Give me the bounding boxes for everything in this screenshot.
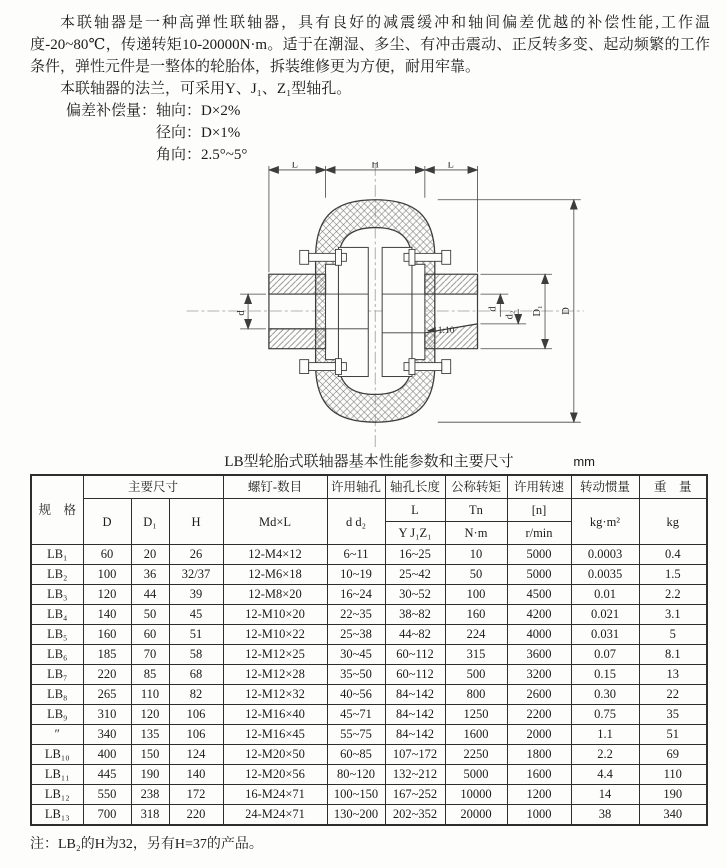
table-cell: 1800 xyxy=(507,745,571,765)
header-screw: 螺钉-数目 xyxy=(223,475,327,499)
dim-label-L-left: L xyxy=(291,162,298,171)
table-cell: 84~142 xyxy=(385,705,445,725)
table-row xyxy=(31,645,707,665)
table-cell: 60 xyxy=(131,625,169,645)
table-cell: 1250 xyxy=(445,705,507,725)
table-cell: 1.1 xyxy=(571,725,639,745)
table-cell: 100~150 xyxy=(327,785,385,805)
radial-value: D×1% xyxy=(201,125,241,141)
table-cell: 40~56 xyxy=(327,685,385,705)
table-cell: 5 xyxy=(639,625,707,645)
table-row xyxy=(31,545,707,565)
header-D1: D₁ xyxy=(131,499,169,545)
table-cell: 38 xyxy=(571,805,639,826)
table-cell: 172 xyxy=(169,785,223,805)
table-cell: 220 xyxy=(169,805,223,826)
table-cell: 55~75 xyxy=(327,725,385,745)
table-row xyxy=(31,725,707,745)
dim-label-d-left: d xyxy=(236,310,248,316)
table-cell: 12-M4×12 xyxy=(223,545,327,565)
table-cell: 4.4 xyxy=(571,765,639,785)
header-speed-sym: [n] xyxy=(507,499,571,522)
intro-paragraph-1: 本联轴器是一种高弹性联轴器，具有良好的减震缓冲和轴间偏差优越的补偿性能,工作温度-20~80℃，传递转矩10-20000N·m。适于在潮湿、多尘、有冲击震动、正反转多变、起动频繁的工作条件，弹性元件是一整体的轮胎体，拆装维修更为方便，耐用牢靠。 xyxy=(30,15,710,75)
table-cell: 500 xyxy=(445,665,507,685)
table-cell: 2.2 xyxy=(639,585,707,605)
table-cell: 110 xyxy=(639,765,707,785)
table-cell: 120 xyxy=(131,705,169,725)
table-cell: 400 xyxy=(83,745,131,765)
table-cell: 224 xyxy=(445,625,507,645)
table-cell: LB₁ xyxy=(31,545,83,565)
table-cell: 550 xyxy=(83,785,131,805)
table-cell: LB₁₁ xyxy=(31,765,83,785)
table-cell: 44 xyxy=(131,585,169,605)
table-cell: 60~112 xyxy=(385,665,445,685)
table-cell: LB₁₀ xyxy=(31,745,83,765)
table-cell: 124 xyxy=(169,745,223,765)
table-cell: 5000 xyxy=(445,765,507,785)
header-speed: 许用转速 xyxy=(507,475,571,499)
header-torque-sym: Tn xyxy=(445,499,507,522)
table-cell: LB₂ xyxy=(31,565,83,585)
table-cell: 700 xyxy=(83,805,131,826)
table-cell: 100 xyxy=(445,585,507,605)
dim-label-d2: d₂ xyxy=(504,310,516,320)
table-cell: 0.4 xyxy=(639,545,707,565)
table-cell: 12-M16×45 xyxy=(223,725,327,745)
table-cell: 10~19 xyxy=(327,565,385,585)
header-torque: 公称转矩 xyxy=(445,475,507,499)
table-cell: 12-M20×50 xyxy=(223,745,327,765)
table-cell: 32/37 xyxy=(169,565,223,585)
table-cell: 30~45 xyxy=(327,645,385,665)
table-cell: LB₉ xyxy=(31,705,83,725)
table-cell: 45 xyxy=(169,605,223,625)
header-inertia: 转动惯量 xyxy=(571,475,639,499)
table-cell: LB₃ xyxy=(31,585,83,605)
table-cell: 35 xyxy=(639,705,707,725)
table-cell: 36 xyxy=(131,565,169,585)
table-cell: 2.2 xyxy=(571,745,639,765)
header-screw-sub: Md×L xyxy=(223,499,327,545)
table-cell: 25~38 xyxy=(327,625,385,645)
table-cell: 0.15 xyxy=(571,665,639,685)
dim-label-D: D xyxy=(560,307,572,315)
table-cell: 4000 xyxy=(507,625,571,645)
table-cell: 185 xyxy=(83,645,131,665)
table-cell: 12-M16×40 xyxy=(223,705,327,725)
table-cell: LB₁₃ xyxy=(31,805,83,826)
table-cell: 2000 xyxy=(507,725,571,745)
table-row xyxy=(31,705,707,725)
table-cell: 0.0035 xyxy=(571,565,639,585)
table-cell: 50 xyxy=(131,605,169,625)
table-cell: 14 xyxy=(571,785,639,805)
table-cell: 0.30 xyxy=(571,685,639,705)
table-cell: 35~50 xyxy=(327,665,385,685)
table-cell: 16~25 xyxy=(385,545,445,565)
header-weight: 重 量 xyxy=(639,475,707,499)
table-cell: 5000 xyxy=(507,565,571,585)
header-bore: 许用轴孔 xyxy=(327,475,385,499)
table-cell: 0.01 xyxy=(571,585,639,605)
header-bore-length: 轴孔长度 xyxy=(385,475,445,499)
table-cell: 22 xyxy=(639,685,707,705)
table-cell: 310 xyxy=(83,705,131,725)
table-cell: 30~52 xyxy=(385,585,445,605)
table-cell: 1600 xyxy=(445,725,507,745)
table-cell: 12-M12×28 xyxy=(223,665,327,685)
table-cell: 10 xyxy=(445,545,507,565)
dim-label-L-right: L xyxy=(447,162,454,171)
spec-table-body xyxy=(31,545,707,826)
table-cell: 84~142 xyxy=(385,685,445,705)
table-cell: 106 xyxy=(169,725,223,745)
table-title-row xyxy=(31,452,707,472)
table-row xyxy=(31,665,707,685)
table-cell: 3.1 xyxy=(639,605,707,625)
table-row xyxy=(31,565,707,585)
header-bore-sub: d d₂ xyxy=(327,499,385,545)
table-cell: 265 xyxy=(83,685,131,705)
table-cell: 12-M6×18 xyxy=(223,565,327,585)
table-cell: 13 xyxy=(639,665,707,685)
table-cell: 20 xyxy=(131,545,169,565)
table-cell: 190 xyxy=(639,785,707,805)
table-row xyxy=(31,585,707,605)
table-cell: ″ xyxy=(31,725,83,745)
table-row xyxy=(31,805,707,826)
table-cell: 318 xyxy=(131,805,169,826)
table-cell: LB₁₂ xyxy=(31,785,83,805)
header-speed-unit: r/min xyxy=(507,522,571,545)
table-cell: 0.07 xyxy=(571,645,639,665)
table-row xyxy=(31,605,707,625)
table-cell: 190 xyxy=(131,765,169,785)
header-D: D xyxy=(83,499,131,545)
table-cell: 315 xyxy=(445,645,507,665)
radial-label: 径向： xyxy=(156,125,202,141)
table-cell: 340 xyxy=(83,725,131,745)
table-cell: 8.1 xyxy=(639,645,707,665)
table-row xyxy=(31,785,707,805)
table-cell: 2250 xyxy=(445,745,507,765)
table-cell: 0.031 xyxy=(571,625,639,645)
footnote: 注：LB₂的H为32，另有H=37的产品。 xyxy=(30,837,263,852)
coupling-drawing-area xyxy=(175,162,635,452)
table-cell: 220 xyxy=(83,665,131,685)
axial-value: D×2% xyxy=(201,103,241,119)
table-cell: 24-M24×71 xyxy=(223,805,327,826)
table-row xyxy=(31,685,707,705)
table-cell: 1200 xyxy=(507,785,571,805)
table-cell: 0.0003 xyxy=(571,545,639,565)
table-cell: 26 xyxy=(169,545,223,565)
table-cell: 3200 xyxy=(507,665,571,685)
table-cell: 2600 xyxy=(507,685,571,705)
table-cell: 51 xyxy=(639,725,707,745)
table-cell: LB₇ xyxy=(31,665,83,685)
table-cell: 69 xyxy=(639,745,707,765)
table-cell: 160 xyxy=(83,625,131,645)
table-cell: 1.5 xyxy=(639,565,707,585)
table-cell: 58 xyxy=(169,645,223,665)
table-cell: 45~71 xyxy=(327,705,385,725)
table-cell: 167~252 xyxy=(385,785,445,805)
table-cell: 140 xyxy=(83,605,131,625)
table-cell: 25~42 xyxy=(385,565,445,585)
table-cell: 12-M12×25 xyxy=(223,645,327,665)
table-cell: 12-M8×20 xyxy=(223,585,327,605)
spec-table xyxy=(30,474,708,826)
table-cell: 110 xyxy=(131,685,169,705)
table-cell: 16~24 xyxy=(327,585,385,605)
header-inertia-unit: kg·m² xyxy=(571,499,639,545)
dim-label-H: H xyxy=(371,162,379,171)
header-H: H xyxy=(169,499,223,545)
table-cell: 50 xyxy=(445,565,507,585)
table-cell: 38~82 xyxy=(385,605,445,625)
coupling-drawing xyxy=(175,162,635,452)
table-cell: 1000 xyxy=(507,805,571,826)
table-cell: 238 xyxy=(131,785,169,805)
intro-paragraph-2: 本联轴器的法兰，可采用Y、J₁、Z₁型轴孔。 xyxy=(60,81,352,97)
table-cell: 132~212 xyxy=(385,765,445,785)
table-cell: 22~35 xyxy=(327,605,385,625)
header-main-dims: 主要尺寸 xyxy=(83,475,223,499)
intro-section xyxy=(30,12,710,166)
table-row xyxy=(31,745,707,765)
table-cell: 12-M10×20 xyxy=(223,605,327,625)
table-cell: 80~120 xyxy=(327,765,385,785)
table-cell: 100 xyxy=(83,565,131,585)
taper-label: 1:10 xyxy=(437,325,455,336)
table-cell: 60 xyxy=(83,545,131,565)
table-cell: 800 xyxy=(445,685,507,705)
table-cell: 140 xyxy=(169,765,223,785)
table-cell: LB₈ xyxy=(31,685,83,705)
table-cell: 82 xyxy=(169,685,223,705)
compensation-row-axial xyxy=(66,100,710,122)
table-cell: 107~172 xyxy=(385,745,445,765)
compensation-label: 偏差补偿量： xyxy=(66,103,157,119)
spec-table-header xyxy=(31,475,707,545)
table-cell: 51 xyxy=(169,625,223,645)
table-cell: 12-M12×32 xyxy=(223,685,327,705)
table-cell: 60~112 xyxy=(385,645,445,665)
table-cell: 44~82 xyxy=(385,625,445,645)
dim-label-d-right: d xyxy=(487,306,499,312)
table-cell: 84~142 xyxy=(385,725,445,745)
table-cell: 0.021 xyxy=(571,605,639,625)
table-cell: 135 xyxy=(131,725,169,745)
table-cell: 3600 xyxy=(507,645,571,665)
table-cell: 20000 xyxy=(445,805,507,826)
table-cell: LB₆ xyxy=(31,645,83,665)
table-cell: 70 xyxy=(131,645,169,665)
header-bore-length-types: Y J₁Z₁ xyxy=(385,522,445,545)
table-title: LB型轮胎式联轴器基本性能参数和主要尺寸 xyxy=(224,454,514,470)
table-cell: 5000 xyxy=(507,545,571,565)
table-cell: 16-M24×71 xyxy=(223,785,327,805)
dim-label-D1: D₁ xyxy=(532,305,544,317)
header-torque-unit: N·m xyxy=(445,522,507,545)
table-cell: LB₅ xyxy=(31,625,83,645)
table-cell: 445 xyxy=(83,765,131,785)
table-cell: 68 xyxy=(169,665,223,685)
header-weight-unit: kg xyxy=(639,499,707,545)
table-cell: 150 xyxy=(131,745,169,765)
compensation-row-radial xyxy=(156,122,710,144)
angular-label: 角向： xyxy=(156,147,202,163)
table-cell: 12-M10×22 xyxy=(223,625,327,645)
table-cell: 4200 xyxy=(507,605,571,625)
header-spec: 规 格 xyxy=(31,475,83,545)
table-cell: 1600 xyxy=(507,765,571,785)
table-cell: 202~352 xyxy=(385,805,445,826)
table-unit: mm xyxy=(573,454,595,469)
table-cell: 106 xyxy=(169,705,223,725)
table-cell: LB₄ xyxy=(31,605,83,625)
table-row xyxy=(31,765,707,785)
table-cell: 10000 xyxy=(445,785,507,805)
table-cell: 60~85 xyxy=(327,745,385,765)
table-cell: 12-M20×56 xyxy=(223,765,327,785)
angular-value: 2.5°~5° xyxy=(201,147,248,163)
table-cell: 4500 xyxy=(507,585,571,605)
table-cell: 0.75 xyxy=(571,705,639,725)
table-cell: 120 xyxy=(83,585,131,605)
header-bore-length-L: L xyxy=(385,499,445,522)
table-cell: 6~11 xyxy=(327,545,385,565)
table-cell: 85 xyxy=(131,665,169,685)
table-cell: 160 xyxy=(445,605,507,625)
table-cell: 340 xyxy=(639,805,707,826)
table-row xyxy=(31,625,707,645)
table-cell: 39 xyxy=(169,585,223,605)
table-cell: 2200 xyxy=(507,705,571,725)
table-cell: 130~200 xyxy=(327,805,385,826)
axial-label: 轴向： xyxy=(156,103,202,119)
